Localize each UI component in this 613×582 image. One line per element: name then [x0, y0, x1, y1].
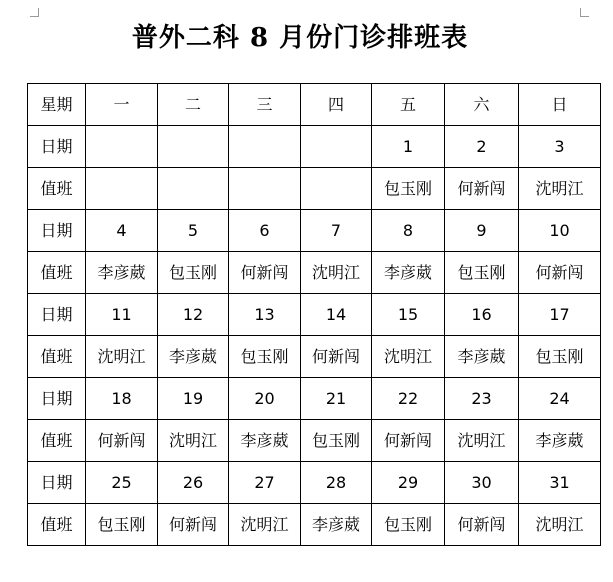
date-cell — [301, 126, 372, 168]
weekday-header-cell: 六 — [445, 84, 519, 126]
document-title: 普外二科 8 月份门诊排班表 — [131, 23, 469, 53]
date-cell: 12 — [158, 294, 229, 336]
date-row-label: 日期 — [28, 462, 86, 504]
duty-cell: 沈明江 — [519, 504, 601, 546]
duty-row-label: 值班 — [28, 420, 86, 462]
date-cell: 23 — [445, 378, 519, 420]
weekday-header-cell: 五 — [372, 84, 445, 126]
duty-cell: 何新闯 — [301, 336, 372, 378]
date-cell: 24 — [519, 378, 601, 420]
duty-cell: 何新闯 — [445, 168, 519, 210]
weekday-header-label: 星期 — [28, 84, 86, 126]
duty-cell: 何新闯 — [372, 420, 445, 462]
date-cell: 5 — [158, 210, 229, 252]
date-cell: 8 — [372, 210, 445, 252]
date-cell: 17 — [519, 294, 601, 336]
duty-cell: 包玉刚 — [301, 420, 372, 462]
date-cell: 28 — [301, 462, 372, 504]
date-cell: 9 — [445, 210, 519, 252]
date-row-label: 日期 — [28, 126, 86, 168]
date-row — [28, 126, 601, 168]
date-cell: 7 — [301, 210, 372, 252]
duty-cell: 李彦葳 — [372, 252, 445, 294]
date-cell: 14 — [301, 294, 372, 336]
date-cell: 22 — [372, 378, 445, 420]
weekday-header-cell: 三 — [229, 84, 301, 126]
duty-cell: 包玉刚 — [158, 252, 229, 294]
duty-cell: 包玉刚 — [519, 336, 601, 378]
duty-cell: 包玉刚 — [86, 504, 158, 546]
duty-cell: 李彦葳 — [229, 420, 301, 462]
date-cell: 18 — [86, 378, 158, 420]
weekday-header-cell: 二 — [158, 84, 229, 126]
duty-cell: 沈明江 — [372, 336, 445, 378]
duty-cell — [301, 168, 372, 210]
date-row — [28, 462, 601, 504]
date-cell: 15 — [372, 294, 445, 336]
date-row-label: 日期 — [28, 294, 86, 336]
date-cell: 16 — [445, 294, 519, 336]
duty-cell: 李彦葳 — [519, 420, 601, 462]
weekday-header-row — [28, 84, 601, 126]
duty-row — [28, 420, 601, 462]
date-cell: 19 — [158, 378, 229, 420]
duty-cell: 沈明江 — [158, 420, 229, 462]
date-cell: 26 — [158, 462, 229, 504]
duty-cell: 何新闯 — [86, 420, 158, 462]
date-cell: 6 — [229, 210, 301, 252]
date-row — [28, 378, 601, 420]
date-cell: 29 — [372, 462, 445, 504]
page-corner-mark-left — [30, 8, 39, 17]
date-cell — [86, 126, 158, 168]
duty-cell: 沈明江 — [229, 504, 301, 546]
duty-cell: 何新闯 — [445, 504, 519, 546]
duty-cell: 沈明江 — [519, 168, 601, 210]
page-corner-mark-right — [580, 8, 589, 17]
date-row — [28, 294, 601, 336]
duty-row — [28, 168, 601, 210]
weekday-header-cell: 四 — [301, 84, 372, 126]
duty-row-label: 值班 — [28, 168, 86, 210]
duty-cell: 包玉刚 — [372, 504, 445, 546]
date-row-label: 日期 — [28, 378, 86, 420]
date-cell: 27 — [229, 462, 301, 504]
duty-cell: 包玉刚 — [229, 336, 301, 378]
date-cell: 11 — [86, 294, 158, 336]
date-cell — [229, 126, 301, 168]
duty-cell — [86, 168, 158, 210]
duty-cell: 李彦葳 — [445, 336, 519, 378]
duty-row-label: 值班 — [28, 336, 86, 378]
duty-row-label: 值班 — [28, 504, 86, 546]
date-cell: 3 — [519, 126, 601, 168]
date-row-label: 日期 — [28, 210, 86, 252]
duty-cell: 包玉刚 — [445, 252, 519, 294]
date-cell: 4 — [86, 210, 158, 252]
date-cell — [158, 126, 229, 168]
weekday-header-cell: 一 — [86, 84, 158, 126]
duty-cell: 何新闯 — [229, 252, 301, 294]
duty-row-label: 值班 — [28, 252, 86, 294]
duty-cell: 何新闯 — [519, 252, 601, 294]
date-row — [28, 210, 601, 252]
date-cell: 2 — [445, 126, 519, 168]
duty-cell: 李彦葳 — [158, 336, 229, 378]
duty-row — [28, 336, 601, 378]
duty-cell: 沈明江 — [301, 252, 372, 294]
date-cell: 1 — [372, 126, 445, 168]
date-cell: 13 — [229, 294, 301, 336]
duty-cell: 李彦葳 — [86, 252, 158, 294]
duty-schedule-table — [27, 83, 601, 546]
duty-cell: 包玉刚 — [372, 168, 445, 210]
duty-cell: 何新闯 — [158, 504, 229, 546]
date-cell: 21 — [301, 378, 372, 420]
duty-cell — [158, 168, 229, 210]
date-cell: 25 — [86, 462, 158, 504]
duty-cell: 李彦葳 — [301, 504, 372, 546]
duty-cell: 沈明江 — [445, 420, 519, 462]
duty-cell: 沈明江 — [86, 336, 158, 378]
date-cell: 31 — [519, 462, 601, 504]
duty-row — [28, 504, 601, 546]
duty-cell — [229, 168, 301, 210]
date-cell: 10 — [519, 210, 601, 252]
duty-row — [28, 252, 601, 294]
weekday-header-cell: 日 — [519, 84, 601, 126]
date-cell: 20 — [229, 378, 301, 420]
date-cell: 30 — [445, 462, 519, 504]
